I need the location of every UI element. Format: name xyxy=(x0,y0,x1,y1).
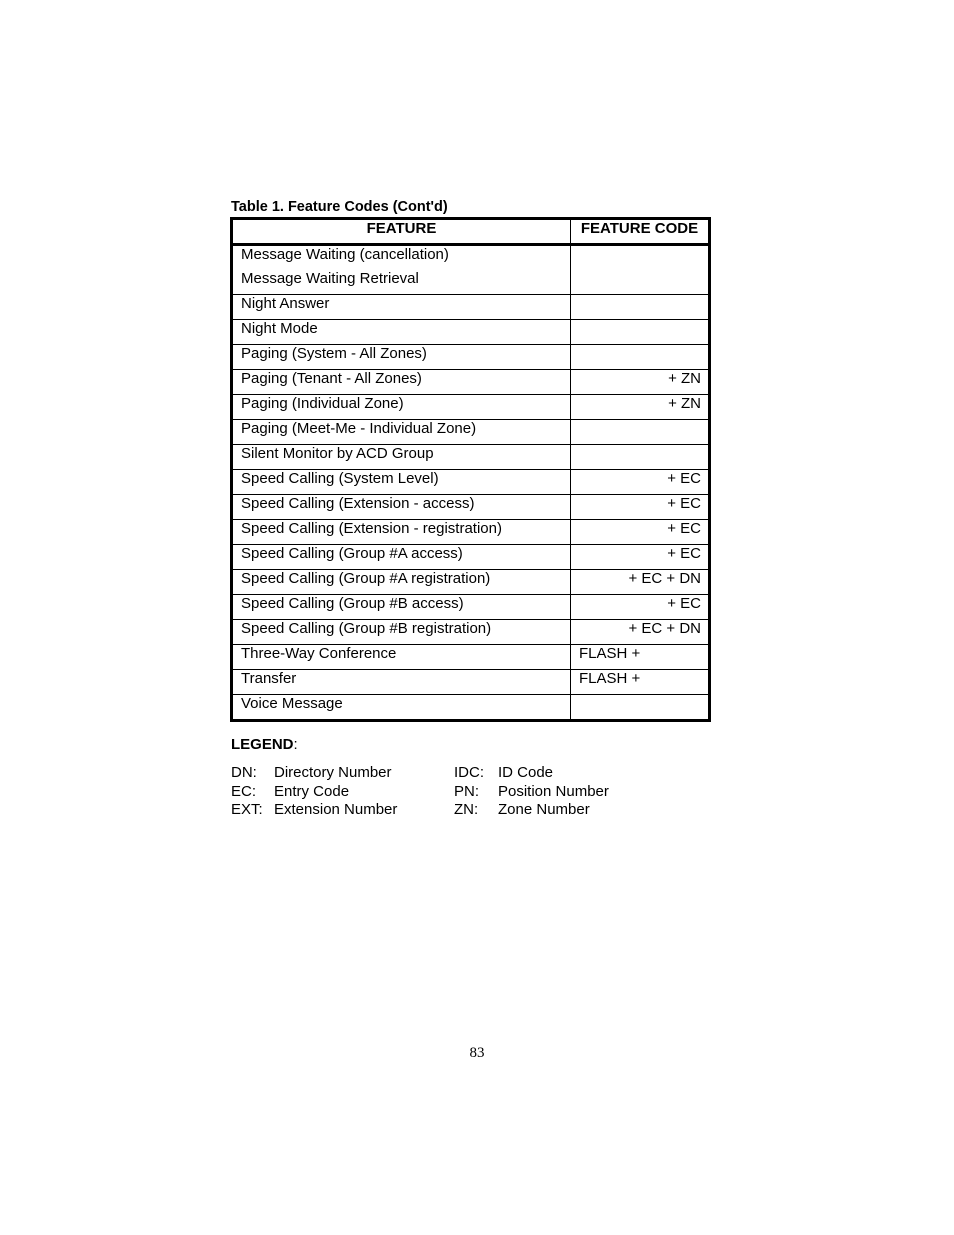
feature-code-cell: FLASH + xyxy=(571,645,710,670)
feature-cell: Speed Calling (Extension - access) xyxy=(232,495,571,520)
legend-definition: Position Number xyxy=(498,782,609,800)
column-header-feature-code: FEATURE CODE xyxy=(571,219,710,245)
legend-abbreviation: EC: xyxy=(231,782,257,800)
table-row xyxy=(232,245,710,271)
table-row xyxy=(232,595,710,620)
feature-code-cell xyxy=(571,320,710,345)
table-row xyxy=(232,370,710,395)
feature-cell: Voice Message xyxy=(232,695,571,721)
table-row xyxy=(232,695,710,721)
feature-cell: Message Waiting Retrieval xyxy=(241,270,419,287)
legend-abbreviation: PN: xyxy=(454,782,480,800)
feature-code-cell xyxy=(571,245,710,271)
legend-definition: Directory Number xyxy=(274,764,392,781)
feature-code-cell: + EC xyxy=(571,545,710,570)
table-row xyxy=(232,295,710,320)
feature-code-cell xyxy=(571,345,710,370)
table-row xyxy=(232,495,710,520)
table-row xyxy=(232,420,710,445)
feature-cell: Three-Way Conference xyxy=(232,645,571,670)
feature-code-cell xyxy=(571,295,710,320)
feature-code-cell: + ZN xyxy=(571,370,710,395)
legend-title: LEGEND xyxy=(231,736,294,753)
feature-cell: Paging (System - All Zones) xyxy=(232,345,571,370)
feature-cell: Night Answer xyxy=(232,295,571,320)
legend-definition: ID Code xyxy=(498,764,554,781)
feature-cell: Speed Calling (Group #A registration) xyxy=(232,570,571,595)
feature-codes-table xyxy=(230,217,711,722)
feature-cell: Speed Calling (Extension - registration) xyxy=(232,520,571,545)
feature-cell: Speed Calling (Group #B access) xyxy=(232,595,571,620)
table-row xyxy=(232,620,710,645)
page-number: 83 xyxy=(469,1045,485,1061)
table-row xyxy=(232,395,710,420)
feature-cell: Paging (Meet-Me - Individual Zone) xyxy=(232,420,571,445)
legend-abbreviation: ZN: xyxy=(454,801,479,818)
feature-cell: Speed Calling (Group #A access) xyxy=(232,545,571,570)
table-caption: Table 1. Feature Codes (Cont'd) xyxy=(231,199,448,215)
feature-code-cell: + EC xyxy=(571,470,710,495)
feature-code-cell: FLASH + xyxy=(571,670,710,695)
feature-cell: Message Waiting (cancellation) xyxy=(232,245,571,271)
legend-definition: Extension Number xyxy=(274,801,398,818)
legend-definition: Zone Number xyxy=(498,801,590,818)
feature-cell: Paging (Individual Zone) xyxy=(232,395,571,420)
feature-cell: Paging (Tenant - All Zones) xyxy=(232,370,571,395)
feature-code-cell xyxy=(571,445,710,470)
table-row xyxy=(232,445,710,470)
feature-cell: Silent Monitor by ACD Group xyxy=(232,445,571,470)
feature-code-cell: + EC xyxy=(571,595,710,620)
legend-abbreviation: DN: xyxy=(231,764,257,781)
feature-code-cell xyxy=(571,695,710,721)
table-body xyxy=(232,245,710,721)
table-row xyxy=(232,570,710,595)
feature-code-cell: + EC xyxy=(571,520,710,545)
feature-code-cell xyxy=(571,420,710,445)
feature-code-cell: + ZN xyxy=(571,395,710,420)
legend-abbreviation: IDC: xyxy=(454,764,484,781)
feature-cell: Transfer xyxy=(232,670,571,695)
table-header-row xyxy=(232,219,710,245)
table-row xyxy=(232,545,710,570)
table-row xyxy=(232,345,710,370)
feature-code-cell: + EC + DN xyxy=(571,620,710,645)
feature-cell: Night Mode xyxy=(232,320,571,345)
table-row xyxy=(232,470,710,495)
table-row xyxy=(232,520,710,545)
feature-cell: Speed Calling (System Level) xyxy=(232,470,571,495)
feature-code-cell: + EC xyxy=(571,495,710,520)
legend-title-suffix: : xyxy=(293,736,298,753)
table-row xyxy=(232,320,710,345)
table-row xyxy=(232,670,710,695)
table-row xyxy=(232,645,710,670)
legend-abbreviation: EXT: xyxy=(231,801,263,818)
legend-heading xyxy=(231,736,298,753)
legend-definition: Entry Code xyxy=(274,782,350,800)
feature-cell: Speed Calling (Group #B registration) xyxy=(232,620,571,645)
feature-code-cell: + EC + DN xyxy=(571,570,710,595)
feature-code-cell xyxy=(571,270,710,295)
column-header-feature: FEATURE xyxy=(232,219,571,245)
table-row xyxy=(232,270,710,295)
